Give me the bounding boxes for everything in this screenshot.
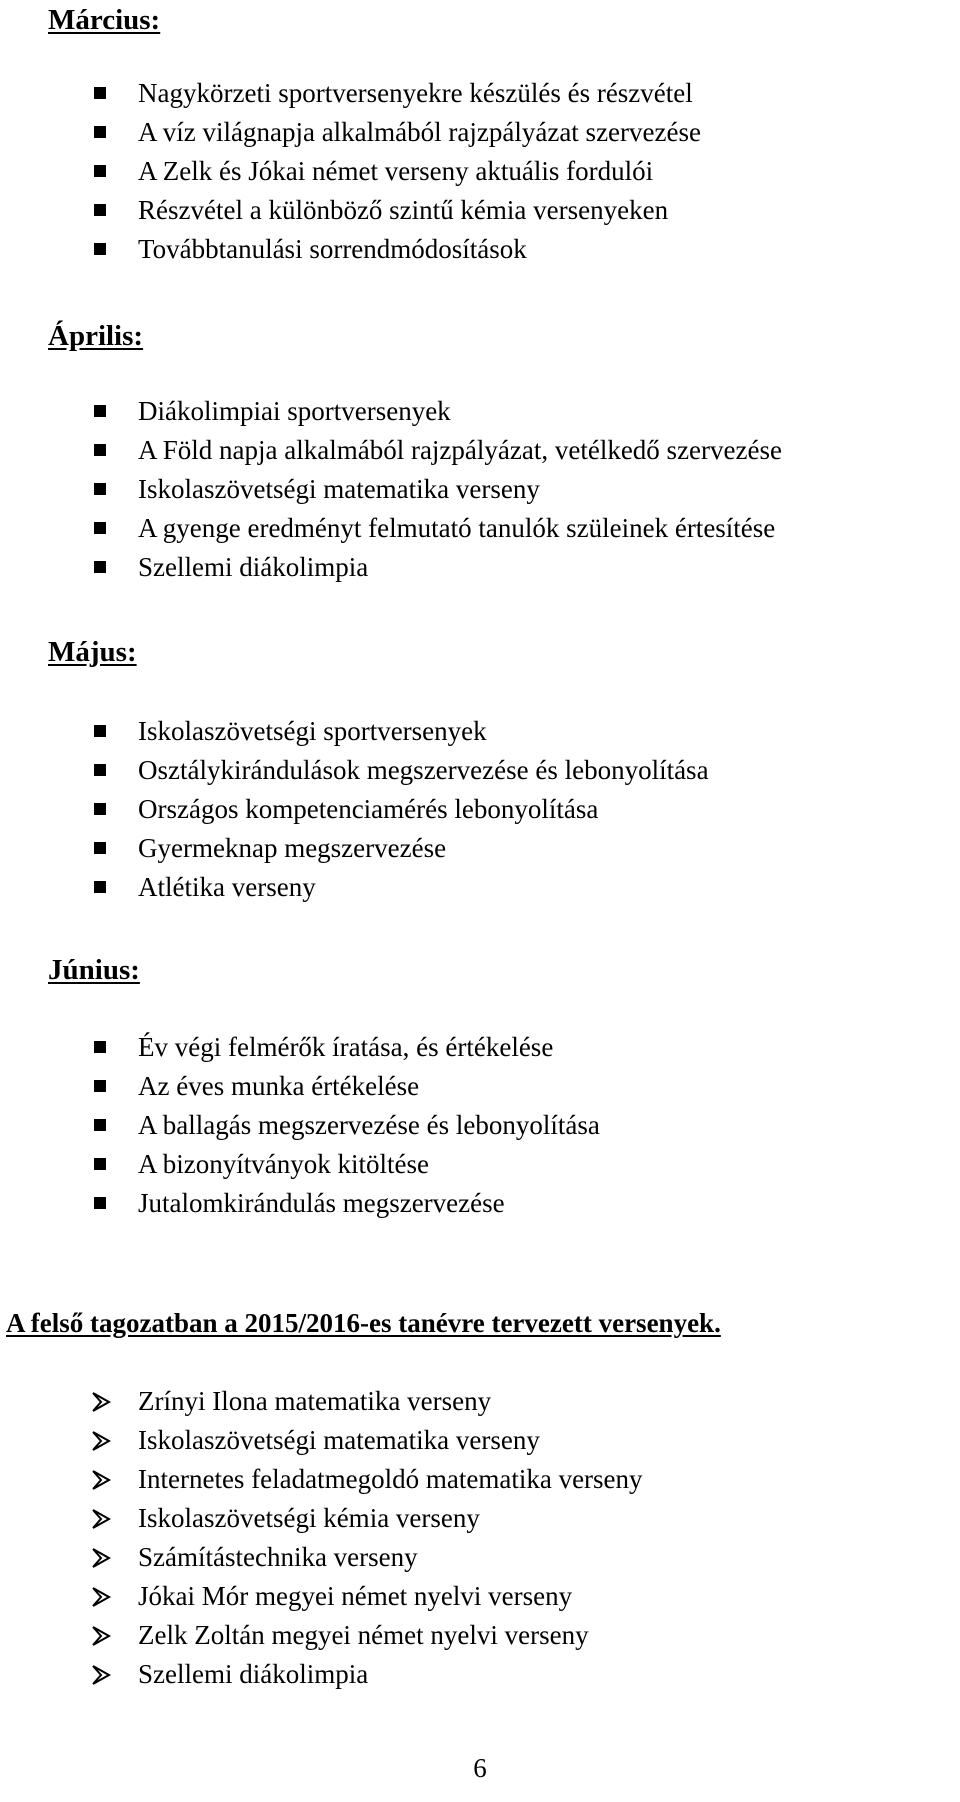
square-bullet-icon: [94, 1197, 106, 1209]
document-page: Március: Nagykörzeti sportversenyekre készülés és részvétel A víz világnapja alkalmából rajzpályázat szervezése A Zelk és Jókai német verseny aktuális fordulói Részvétel a különböző szintű kémia versenyeken Továbbtanulási sorrendmódosítások Április: Diákolimpiai sportversenyek A Föld napja alkalmából rajzpályázat, vetélkedő szervezése Iskolaszövetségi matematika verseny A gyenge eredményt felmutató tanulók szüleinek értesítése Szellemi diákolimpia Május: Iskolaszövetségi sportversenyek Osztálykirándulások megszervezése és lebonyolítása Országos kompetenciamérés lebonyolítása Gyermeknap megszervezése Atlétika verseny Június: Év végi felmérők íratása, és értékelése Az éves munka értékelése A ballagás megszervezése és lebonyolítása A bizonyítványok kitöltése Jutalomkirándulás megszervezése A felső tagozatban a 2015/2016-es tanévre tervezett versenyek. Zrínyi Ilona matematika verseny Iskolaszövetségi matematika verseny Internetes feladatmegoldó matematika verseny Iskolaszövetségi kémia verseny Számítástechnika verseny Jókai Mór megyei német nyelvi verseny Zelk Zoltán megyei német nyelvi verseny Szellemi diákolimpia 6: [0, 0, 960, 1802]
square-bullet-icon: [94, 1119, 106, 1131]
square-bullet-icon: [94, 126, 106, 138]
arrowhead-bullet-icon: [90, 1469, 112, 1491]
square-bullet-icon: [94, 803, 106, 815]
arrowhead-bullet-icon: [90, 1430, 112, 1452]
square-bullet-icon: [94, 725, 106, 737]
square-bullet-icon: [94, 483, 106, 495]
square-bullet-icon: [94, 881, 106, 893]
month-heading-marcius: Március:: [48, 4, 161, 36]
square-bullet-icon: [94, 405, 106, 417]
square-bullet-icon: [94, 444, 106, 456]
month-heading-aprilis: Április:: [48, 320, 144, 352]
square-bullet-icon: [94, 561, 106, 573]
square-bullet-icon: [94, 1080, 106, 1092]
square-bullet-icon: [94, 842, 106, 854]
arrowhead-bullet-icon: [90, 1625, 112, 1647]
square-bullet-icon: [94, 1158, 106, 1170]
square-bullet-icon: [94, 204, 106, 216]
arrowhead-bullet-icon: [90, 1508, 112, 1530]
arrowhead-bullet-icon: [90, 1547, 112, 1569]
square-bullet-icon: [94, 522, 106, 534]
square-bullet-icon: [94, 165, 106, 177]
arrowhead-bullet-icon: [90, 1664, 112, 1686]
square-bullet-icon: [94, 764, 106, 776]
month-heading-junius: Június:: [48, 954, 140, 986]
competitions-heading: A felső tagozatban a 2015/2016-es tanévre tervezett versenyek.: [6, 1308, 721, 1338]
month-heading-majus: Május:: [48, 636, 137, 668]
square-bullet-icon: [94, 87, 106, 99]
arrowhead-bullet-icon: [90, 1586, 112, 1608]
square-bullet-icon: [94, 1041, 106, 1053]
square-bullet-icon: [94, 243, 106, 255]
page-number: 6: [473, 1753, 487, 1783]
arrowhead-bullet-icon: [90, 1391, 112, 1413]
